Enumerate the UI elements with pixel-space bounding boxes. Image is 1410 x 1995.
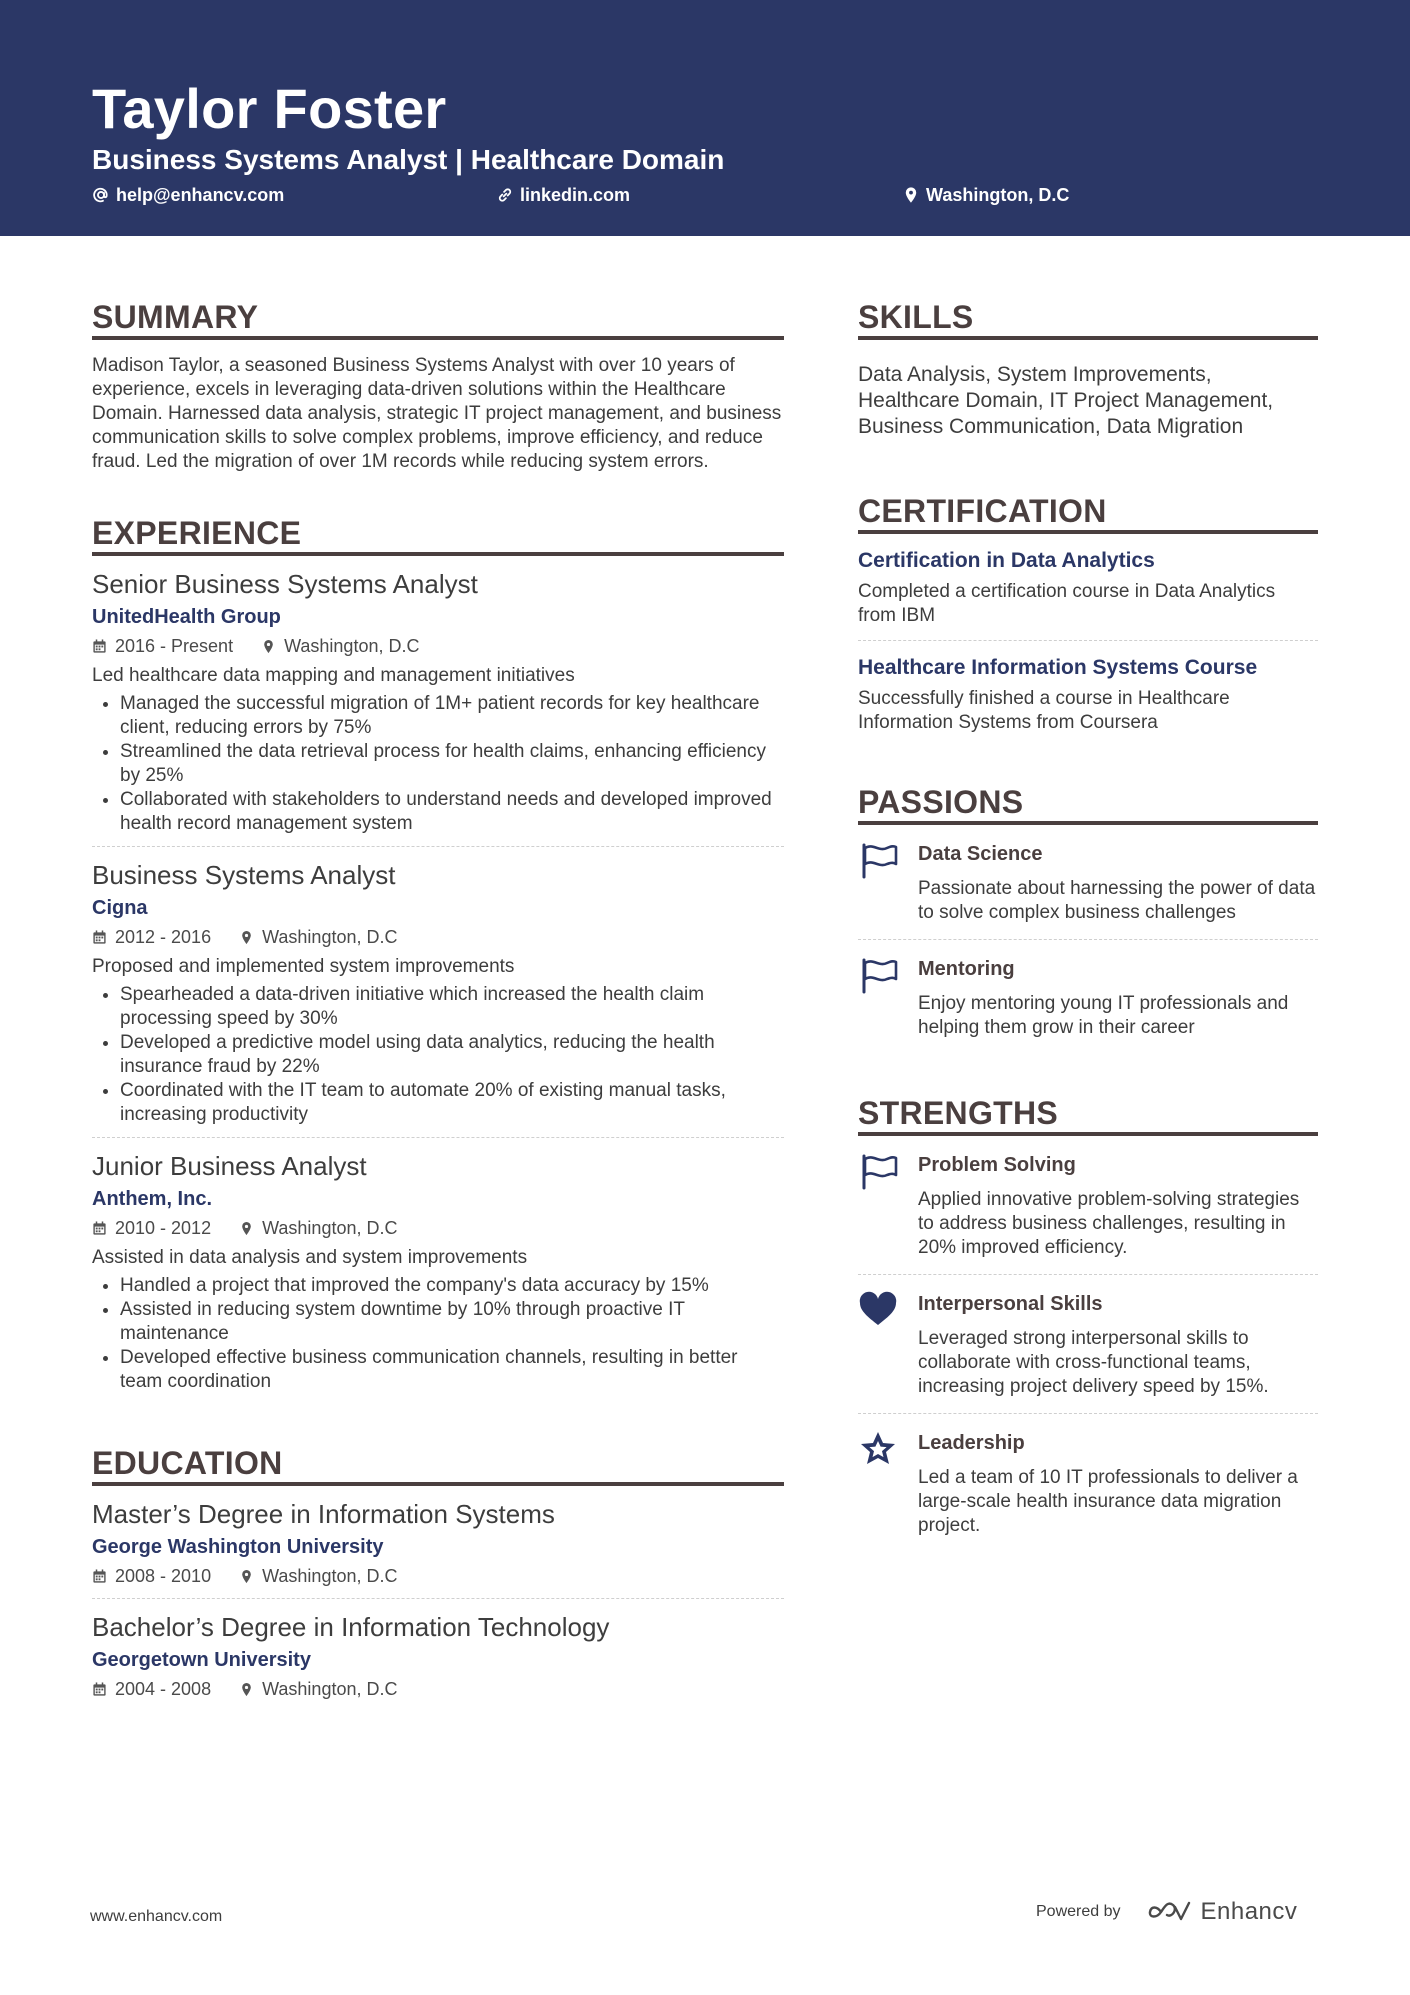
job-bullet: • Assisted in reducing system downtime by 10% through proactive IT maintenance xyxy=(120,1298,784,1346)
education-heading: EDUCATION xyxy=(92,1444,784,1486)
education-entry xyxy=(92,1486,784,1599)
strengths-section xyxy=(858,1094,1318,1552)
skills-heading: SKILLS xyxy=(858,298,1318,340)
passions-heading: PASSIONS xyxy=(858,783,1318,825)
heart-icon xyxy=(858,1291,902,1331)
contact-linkedin[interactable] xyxy=(496,184,630,206)
job-meta xyxy=(92,1216,784,1240)
at-icon xyxy=(92,186,110,204)
star-icon xyxy=(858,1430,902,1470)
strength-entry xyxy=(858,1136,1318,1275)
company-name: UnitedHealth Group xyxy=(92,606,281,628)
footer-brand[interactable] xyxy=(1036,1898,1297,1926)
education-location: Washington, D.C xyxy=(262,1679,398,1699)
strength-description: Applied innovative problem-solving strategies to address business challenges, resulting in 20% improved efficiency. xyxy=(918,1189,1300,1258)
skills-text: Data Analysis, System Improvements, Healthcare Domain, IT Project Management, Business Communication, Data Migration xyxy=(858,363,1274,438)
calendar-icon xyxy=(92,1221,107,1236)
passion-description: Passionate about harnessing the power of data to solve complex business challenges xyxy=(918,878,1316,923)
job-location: Washington, D.C xyxy=(262,927,398,947)
email-text: help@enhancv.com xyxy=(116,185,285,205)
job-bullet: • Collaborated with stakeholders to understand needs and developed improved health record management system xyxy=(120,788,784,836)
job-bullet: • Handled a project that improved the company's data accuracy by 15% xyxy=(120,1274,784,1298)
contact-location xyxy=(902,184,1069,206)
location-pin-icon xyxy=(902,186,920,204)
flag-icon xyxy=(858,956,902,996)
job-dates: 2012 - 2016 xyxy=(115,927,212,947)
job-description: Led healthcare data mapping and management initiatives xyxy=(92,665,575,686)
powered-by-label: Powered by xyxy=(1036,1903,1121,1920)
passion-description: Enjoy mentoring young IT professionals and helping them grow in their career xyxy=(918,993,1289,1038)
certification-heading: CERTIFICATION xyxy=(858,492,1318,534)
calendar-icon xyxy=(92,1569,107,1584)
job-meta xyxy=(92,925,784,949)
summary-section xyxy=(92,298,784,474)
flag-icon xyxy=(858,841,902,881)
company-name: Anthem, Inc. xyxy=(92,1188,213,1210)
location-pin-icon xyxy=(239,1682,254,1697)
strength-entry xyxy=(858,1275,1318,1414)
brand-name: Enhancv xyxy=(1200,1898,1298,1925)
strength-description: Led a team of 10 IT professionals to deliver a large-scale health insurance data migration project. xyxy=(918,1467,1298,1536)
job-location: Washington, D.C xyxy=(284,636,420,656)
job-role: Junior Business Analyst xyxy=(92,1151,367,1181)
degree-name: Bachelor’s Degree in Information Technology xyxy=(92,1612,610,1642)
job-description: Assisted in data analysis and system improvements xyxy=(92,1247,528,1268)
flag-icon xyxy=(858,1152,902,1192)
contact-email[interactable] xyxy=(92,184,284,206)
link-icon xyxy=(496,186,514,204)
strength-description: Leveraged strong interpersonal skills to collaborate with cross-functional teams, increasing project delivery speed by 15%. xyxy=(918,1328,1269,1397)
strength-body xyxy=(918,1291,1318,1399)
job-bullet: • Coordinated with the IT team to automate 20% of existing manual tasks, increasing productivity xyxy=(120,1079,784,1127)
experience-heading: EXPERIENCE xyxy=(92,514,784,556)
job-dates: 2010 - 2012 xyxy=(115,1218,212,1238)
right-column xyxy=(858,298,1318,1592)
certification-entry xyxy=(858,534,1318,641)
location-pin-icon xyxy=(239,1569,254,1584)
experience-entry xyxy=(92,1138,784,1404)
summary-text: Madison Taylor, a seasoned Business Systems Analyst with over 10 years of experience, excels in leveraging data-driven solutions within the Healthcare Domain. Harnessed data analysis, strategic IT project management, and business communication skills to solve complex problems, improve efficiency, and reduce fraud. Led the migration of over 1M records while reducing system errors. xyxy=(92,355,782,472)
footer-website[interactable]: www.enhancv.com xyxy=(90,1908,223,1925)
calendar-icon xyxy=(92,1682,107,1697)
education-meta xyxy=(92,1564,784,1588)
certification-description: Completed a certification course in Data Analytics from IBM xyxy=(858,581,1276,626)
experience-entry xyxy=(92,847,784,1138)
strength-title: Problem Solving xyxy=(918,1154,1076,1176)
linkedin-text: linkedin.com xyxy=(520,185,631,205)
job-bullets xyxy=(92,692,784,836)
passions-section xyxy=(858,783,1318,1054)
education-section xyxy=(92,1444,784,1711)
job-location: Washington, D.C xyxy=(262,1218,398,1238)
strength-body xyxy=(918,1152,1318,1260)
job-bullet: • Spearheaded a data-driven initiative which increased the health claim processing speed by 30% xyxy=(120,983,784,1031)
passion-body xyxy=(918,956,1318,1040)
experience-section xyxy=(92,514,784,1404)
strength-body xyxy=(918,1430,1318,1538)
job-dates: 2016 - Present xyxy=(115,636,234,656)
education-meta xyxy=(92,1677,784,1701)
calendar-icon xyxy=(92,639,107,654)
company-name: Cigna xyxy=(92,897,148,919)
certification-title: Healthcare Information Systems Course xyxy=(858,656,1258,679)
certification-description: Successfully finished a course in Healthcare Information Systems from Coursera xyxy=(858,688,1230,733)
job-role: Senior Business Systems Analyst xyxy=(92,569,478,599)
passion-title: Mentoring xyxy=(918,958,1015,980)
strength-entry xyxy=(858,1414,1318,1552)
strength-title: Leadership xyxy=(918,1432,1025,1454)
job-bullets xyxy=(92,983,784,1127)
education-dates: 2008 - 2010 xyxy=(115,1566,212,1586)
candidate-title: Business Systems Analyst | Healthcare Domain xyxy=(92,144,725,175)
summary-heading: SUMMARY xyxy=(92,298,784,340)
experience-entry xyxy=(92,556,784,847)
strength-title: Interpersonal Skills xyxy=(918,1293,1103,1315)
job-bullet: • Developed a predictive model using data analytics, reducing the health insurance fraud by 22% xyxy=(120,1031,784,1079)
job-meta xyxy=(92,634,784,658)
location-pin-icon xyxy=(239,1221,254,1236)
passion-title: Data Science xyxy=(918,843,1043,865)
calendar-icon xyxy=(92,930,107,945)
left-column xyxy=(92,298,784,1751)
skills-section xyxy=(858,298,1318,440)
passion-entry xyxy=(858,825,1318,940)
location-pin-icon xyxy=(239,930,254,945)
job-description: Proposed and implemented system improvements xyxy=(92,956,515,977)
strengths-heading: STRENGTHS xyxy=(858,1094,1318,1136)
enhancv-logo-icon xyxy=(1147,1899,1193,1925)
passion-body xyxy=(918,841,1318,925)
education-location: Washington, D.C xyxy=(262,1566,398,1586)
job-role: Business Systems Analyst xyxy=(92,860,396,890)
job-bullet: • Managed the successful migration of 1M+ patient records for key healthcare client, reducing errors by 75% xyxy=(120,692,784,740)
degree-name: Master’s Degree in Information Systems xyxy=(92,1499,555,1529)
job-bullet: • Developed effective business communication channels, resulting in better team coordination xyxy=(120,1346,784,1394)
school-name: George Washington University xyxy=(92,1536,384,1558)
school-name: Georgetown University xyxy=(92,1649,311,1671)
passion-entry xyxy=(858,940,1318,1054)
education-dates: 2004 - 2008 xyxy=(115,1679,212,1699)
job-bullets xyxy=(92,1274,784,1394)
certification-section xyxy=(858,492,1318,747)
certification-entry xyxy=(858,641,1318,747)
candidate-name: Taylor Foster xyxy=(92,77,447,140)
location-pin-icon xyxy=(261,639,276,654)
education-entry xyxy=(92,1599,784,1711)
resume-header xyxy=(0,0,1410,236)
job-bullet: • Streamlined the data retrieval process for health claims, enhancing efficiency by 25% xyxy=(120,740,784,788)
certification-title: Certification in Data Analytics xyxy=(858,549,1155,572)
location-text: Washington, D.C xyxy=(926,185,1070,205)
